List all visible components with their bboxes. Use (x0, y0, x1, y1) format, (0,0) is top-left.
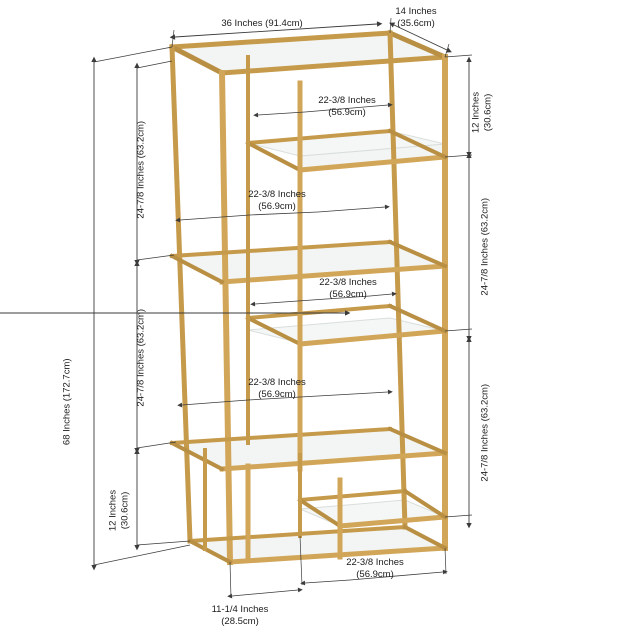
label-shelf-2-width: 22-3/8 Inches (56.9cm) (248, 189, 306, 212)
label-left-mid-height: 24-7/8 Inches (63.2cm) (135, 308, 147, 407)
label-right-top-height: 12 Inches (30.6cm) (470, 91, 493, 134)
label-width-top: 36 Inches (91.4cm) (221, 18, 303, 29)
label-depth-top: 14 Inches (35.6cm) (395, 6, 437, 29)
label-right-lower-height: 24-7/8 Inches (63.2cm) (479, 383, 491, 482)
label-bottom-shelf-width: 22-3/8 Inches (56.9cm) (346, 557, 404, 580)
label-shelf-1-width: 22-3/8 Inches (56.9cm) (318, 95, 376, 118)
label-shelf-4-width: 22-3/8 Inches (56.9cm) (248, 377, 306, 400)
label-left-lower-height: 12 Inches (30.6cm) (107, 489, 130, 532)
label-right-upper-height: 24-7/8 Inches (63.2cm) (479, 197, 491, 296)
label-bottom-left-width: 11-1/4 Inches (28.5cm) (211, 604, 269, 627)
label-left-upper-height: 24-7/8 Inches (63.2cm) (135, 120, 147, 219)
label-shelf-3-width: 22-3/8 Inches (56.9cm) (319, 277, 377, 300)
label-height-overall: 68 Inches (172.7cm) (61, 358, 73, 446)
